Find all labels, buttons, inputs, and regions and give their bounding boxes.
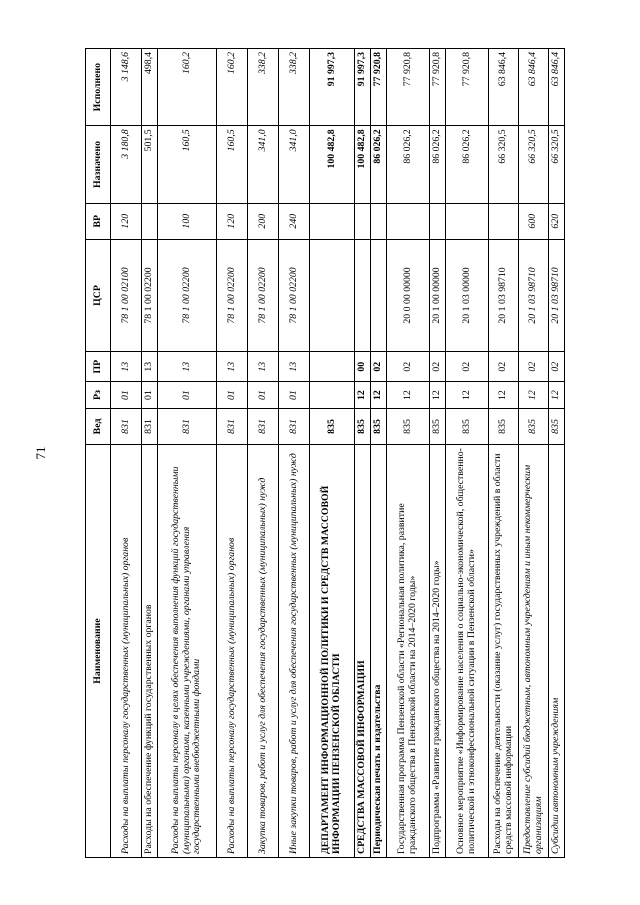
row-dept: 835 xyxy=(430,408,446,444)
row-assigned: 501,5 xyxy=(142,126,158,203)
row-section: 01 xyxy=(158,382,217,409)
row-assigned: 160,5 xyxy=(158,126,217,203)
row-assigned: 86 026,2 xyxy=(387,126,430,203)
table-row xyxy=(387,49,430,858)
col-header-assigned: Назначено xyxy=(86,126,111,203)
row-dept: 835 xyxy=(310,408,355,444)
row-dept: 831 xyxy=(158,408,217,444)
row-name: Государственная программа Пензенской области «Региональная политика, развитие гражданского общества в Пензенской области на 2014–2020 годы» xyxy=(387,445,430,858)
row-dept: 835 xyxy=(387,408,430,444)
row-name: Расходы на выплаты персоналу государственных (муниципальных) органов xyxy=(217,445,248,858)
col-header-section: Рз xyxy=(86,382,111,409)
row-section: 01 xyxy=(248,382,279,409)
row-assigned: 341,0 xyxy=(248,126,279,203)
table-body xyxy=(111,49,565,858)
row-subsection: 13 xyxy=(217,352,248,382)
row-target-article: 20 1 03 98710 xyxy=(549,239,565,351)
row-executed: 63 846,4 xyxy=(489,49,519,126)
row-name: Предоставление субсидий бюджетным, автономным учреждениям и иным некоммерческим организациям xyxy=(519,445,549,858)
row-executed: 498,4 xyxy=(142,49,158,126)
table-row xyxy=(519,49,549,858)
row-target-article xyxy=(371,239,387,351)
row-subsection: 13 xyxy=(142,352,158,382)
col-header-expense-type: ВР xyxy=(86,203,111,239)
row-assigned: 3 180,8 xyxy=(111,126,142,203)
row-expense-type: 240 xyxy=(279,203,310,239)
row-section: 12 xyxy=(387,382,430,409)
row-expense-type: 620 xyxy=(549,203,565,239)
row-expense-type xyxy=(387,203,430,239)
row-dept: 835 xyxy=(371,408,387,444)
row-subsection: 02 xyxy=(549,352,565,382)
row-assigned: 66 320,5 xyxy=(489,126,519,203)
row-target-article: 20 1 03 00000 xyxy=(446,239,489,351)
row-expense-type xyxy=(371,203,387,239)
row-target-article: 78 1 00 02200 xyxy=(248,239,279,351)
row-assigned: 341,0 xyxy=(279,126,310,203)
row-dept: 831 xyxy=(142,408,158,444)
row-name: Периодическая печать и издательства xyxy=(371,445,387,858)
row-assigned: 160,5 xyxy=(217,126,248,203)
col-header-dept: Вед xyxy=(86,408,111,444)
row-executed: 77 920,8 xyxy=(430,49,446,126)
row-executed: 63 846,4 xyxy=(549,49,565,126)
row-assigned: 100 482,8 xyxy=(310,126,355,203)
row-expense-type xyxy=(355,203,371,239)
row-target-article: 20 0 00 00000 xyxy=(387,239,430,351)
row-name: Основное мероприятие «Информирование населения о социально-экономической, общественно-политической и этноконфессиональной ситуации в Пензенской области» xyxy=(446,445,489,858)
row-section: 12 xyxy=(446,382,489,409)
row-target-article: 78 1 00 02200 xyxy=(217,239,248,351)
table-row xyxy=(355,49,371,858)
row-target-article: 78 1 00 02200 xyxy=(279,239,310,351)
row-subsection: 13 xyxy=(279,352,310,382)
row-name: ДЕПАРТАМЕНТ ИНФОРМАЦИОННОЙ ПОЛИТИКИ И СРЕДСТВ МАССОВОЙ ИНФОРМАЦИИ ПЕНЗЕНСКОЙ ОБЛАСТИ xyxy=(310,445,355,858)
row-executed: 91 997,3 xyxy=(310,49,355,126)
row-target-article xyxy=(355,239,371,351)
row-expense-type: 120 xyxy=(217,203,248,239)
row-target-article: 78 1 00 02200 xyxy=(158,239,217,351)
row-dept: 835 xyxy=(489,408,519,444)
row-expense-type xyxy=(430,203,446,239)
row-assigned: 66 320,5 xyxy=(519,126,549,203)
row-expense-type: 200 xyxy=(248,203,279,239)
row-section: 12 xyxy=(549,382,565,409)
row-expense-type: 100 xyxy=(158,203,217,239)
table-row xyxy=(217,49,248,858)
row-dept: 831 xyxy=(279,408,310,444)
row-name: Расходы на обеспечение деятельности (оказание услуг) государственных учреждений в области средств массовой информации xyxy=(489,445,519,858)
row-executed: 77 920,8 xyxy=(387,49,430,126)
row-dept: 835 xyxy=(519,408,549,444)
row-subsection: 02 xyxy=(519,352,549,382)
row-dept: 835 xyxy=(446,408,489,444)
table-row xyxy=(489,49,519,858)
row-name: Субсидии автономным учреждениям xyxy=(549,445,565,858)
row-expense-type xyxy=(142,203,158,239)
row-subsection: 13 xyxy=(111,352,142,382)
row-name: СРЕДСТВА МАССОВОЙ ИНФОРМАЦИИ xyxy=(355,445,371,858)
table-row xyxy=(310,49,355,858)
row-assigned: 86 026,2 xyxy=(446,126,489,203)
row-name: Расходы на обеспечение функций государственных органов xyxy=(142,445,158,858)
row-subsection: 02 xyxy=(430,352,446,382)
row-subsection: 02 xyxy=(489,352,519,382)
row-executed: 338,2 xyxy=(279,49,310,126)
budget-table xyxy=(85,48,565,858)
row-subsection: 02 xyxy=(371,352,387,382)
row-subsection: 13 xyxy=(248,352,279,382)
row-expense-type xyxy=(446,203,489,239)
row-target-article: 20 1 03 98710 xyxy=(519,239,549,351)
row-name: Расходы на выплаты персоналу в целях обеспечения выполнения функций государственными (муниципальными) органами, казенными учреждениями, органами управления государственными внебюджетными фондами xyxy=(158,445,217,858)
row-section xyxy=(310,382,355,409)
row-subsection xyxy=(310,352,355,382)
page-number: 71 xyxy=(33,446,48,460)
row-executed: 160,2 xyxy=(158,49,217,126)
row-name: Расходы на выплаты персоналу государственных (муниципальных) органов xyxy=(111,445,142,858)
row-expense-type xyxy=(489,203,519,239)
table-row xyxy=(430,49,446,858)
row-dept: 835 xyxy=(549,408,565,444)
row-target-article: 78 1 00 02100 xyxy=(111,239,142,351)
row-dept: 831 xyxy=(111,408,142,444)
row-assigned: 100 482,8 xyxy=(355,126,371,203)
table-row xyxy=(549,49,565,858)
row-executed: 3 148,6 xyxy=(111,49,142,126)
row-target-article: 20 1 00 00000 xyxy=(430,239,446,351)
row-section: 12 xyxy=(489,382,519,409)
row-section: 12 xyxy=(519,382,549,409)
row-expense-type: 120 xyxy=(111,203,142,239)
row-dept: 831 xyxy=(248,408,279,444)
table-header-row xyxy=(86,49,111,858)
table-row xyxy=(248,49,279,858)
row-section: 01 xyxy=(217,382,248,409)
row-dept: 835 xyxy=(355,408,371,444)
row-subsection: 00 xyxy=(355,352,371,382)
row-assigned: 86 026,2 xyxy=(430,126,446,203)
table-row xyxy=(279,49,310,858)
table-row xyxy=(111,49,142,858)
row-target-article xyxy=(310,239,355,351)
col-header-name: Наименование xyxy=(86,445,111,858)
row-section: 12 xyxy=(430,382,446,409)
row-section: 12 xyxy=(371,382,387,409)
row-section: 12 xyxy=(355,382,371,409)
table-row xyxy=(446,49,489,858)
row-assigned: 66 320,5 xyxy=(549,126,565,203)
row-executed: 338,2 xyxy=(248,49,279,126)
table-row xyxy=(371,49,387,858)
table-row xyxy=(158,49,217,858)
row-subsection: 02 xyxy=(387,352,430,382)
row-section: 01 xyxy=(111,382,142,409)
col-header-subsection: ПР xyxy=(86,352,111,382)
row-section: 01 xyxy=(142,382,158,409)
row-dept: 831 xyxy=(217,408,248,444)
row-executed: 63 846,4 xyxy=(519,49,549,126)
row-executed: 91 997,3 xyxy=(355,49,371,126)
row-subsection: 13 xyxy=(158,352,217,382)
row-assigned: 86 026,2 xyxy=(371,126,387,203)
table-row xyxy=(142,49,158,858)
row-executed: 77 920,8 xyxy=(371,49,387,126)
row-executed: 160,2 xyxy=(217,49,248,126)
row-section: 01 xyxy=(279,382,310,409)
row-target-article: 78 1 00 02200 xyxy=(142,239,158,351)
row-name: Подпрограмма «Развитие гражданского общества на 2014–2020 годы» xyxy=(430,445,446,858)
row-name: Иные закупки товаров, работ и услуг для обеспечения государственных (муниципальных) нужд xyxy=(279,445,310,858)
row-name: Закупка товаров, работ и услуг для обеспечения государственных (муниципальных) нужд xyxy=(248,445,279,858)
col-header-target-article: ЦСР xyxy=(86,239,111,351)
col-header-executed: Исполнено xyxy=(86,49,111,126)
row-target-article: 20 1 03 98710 xyxy=(489,239,519,351)
row-expense-type: 600 xyxy=(519,203,549,239)
row-subsection: 02 xyxy=(446,352,489,382)
row-expense-type xyxy=(310,203,355,239)
budget-table-container xyxy=(85,48,562,858)
row-executed: 77 920,8 xyxy=(446,49,489,126)
